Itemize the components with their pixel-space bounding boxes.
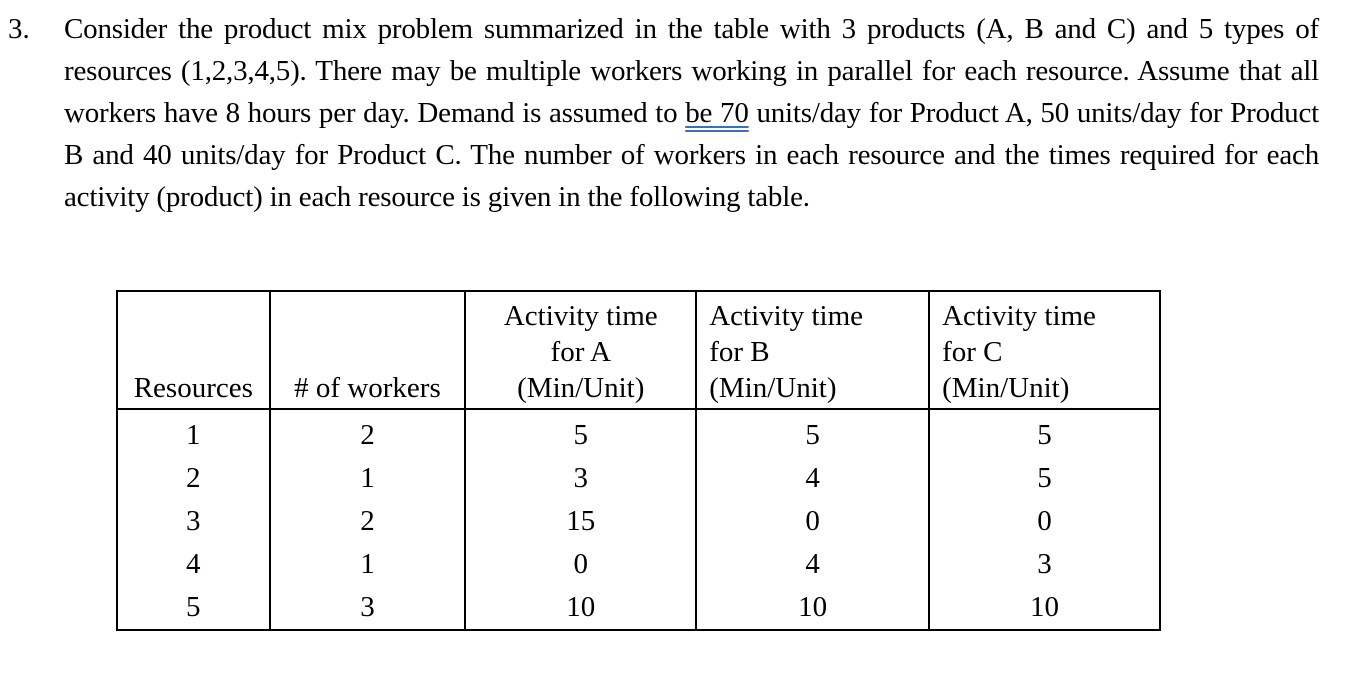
- header-resources: Resources: [117, 291, 270, 409]
- header-b-line1: Activity time: [709, 300, 864, 332]
- header-workers: # of workers: [270, 291, 466, 409]
- cell-activity-b: 4: [696, 543, 929, 586]
- header-activity-b: [696, 291, 929, 409]
- table-row: [117, 409, 1160, 457]
- header-c-line1: Activity time: [942, 300, 1096, 332]
- table-header-row: [117, 291, 1160, 409]
- header-a-line1: Activity time: [503, 300, 658, 332]
- grammar-flagged-text[interactable]: be 70: [685, 97, 749, 129]
- cell-activity-a: 5: [465, 409, 696, 457]
- cell-activity-c: 5: [929, 409, 1160, 457]
- cell-activity-c: 0: [929, 500, 1160, 543]
- table-row: [117, 543, 1160, 586]
- cell-resource: 4: [117, 543, 270, 586]
- cell-activity-a: 15: [465, 500, 696, 543]
- resource-table: [116, 290, 1161, 631]
- header-a-line2: for A: [550, 336, 611, 368]
- header-c-line2: for C: [942, 336, 1003, 368]
- cell-resource: 2: [117, 457, 270, 500]
- cell-activity-b: 4: [696, 457, 929, 500]
- header-b-line3: (Min/Unit): [709, 372, 837, 404]
- cell-activity-b: 0: [696, 500, 929, 543]
- cell-activity-c: 10: [929, 586, 1160, 630]
- header-c-line3: (Min/Unit): [942, 372, 1070, 404]
- cell-workers: 2: [270, 500, 466, 543]
- table-row: [117, 457, 1160, 500]
- cell-workers: 3: [270, 586, 466, 630]
- header-b-line2: for B: [709, 336, 770, 368]
- cell-activity-b: 5: [696, 409, 929, 457]
- cell-workers: 1: [270, 457, 466, 500]
- table-row: [117, 500, 1160, 543]
- table-row: [117, 586, 1160, 630]
- problem-text: [64, 8, 1319, 218]
- cell-activity-c: 3: [929, 543, 1160, 586]
- header-activity-c: [929, 291, 1160, 409]
- cell-resource: 5: [117, 586, 270, 630]
- cell-activity-a: 3: [465, 457, 696, 500]
- cell-activity-c: 5: [929, 457, 1160, 500]
- problem-text-part2: units/day for Product A, 50 units/day for Product B and 40 units/day for Product C. The number of workers in each resource and the times required for each activity (product) in each resource is given in the following table.: [64, 97, 1320, 213]
- cell-resource: 3: [117, 500, 270, 543]
- header-activity-a: [465, 291, 696, 409]
- cell-workers: 2: [270, 409, 466, 457]
- cell-activity-a: 10: [465, 586, 696, 630]
- cell-activity-b: 10: [696, 586, 929, 630]
- cell-activity-a: 0: [465, 543, 696, 586]
- cell-resource: 1: [117, 409, 270, 457]
- header-a-line3: (Min/Unit): [517, 372, 645, 404]
- cell-workers: 1: [270, 543, 466, 586]
- problem-number: 3.: [8, 13, 30, 45]
- problem-text-part1: Consider the product mix problem summarized in the table with 3 products (A, B and C) and 5 types of resources (1,2,3,4,5). There may be multiple workers working in parallel for each resource. Assume that all workers have 8 hours per day. Demand is assumed to: [64, 13, 1319, 129]
